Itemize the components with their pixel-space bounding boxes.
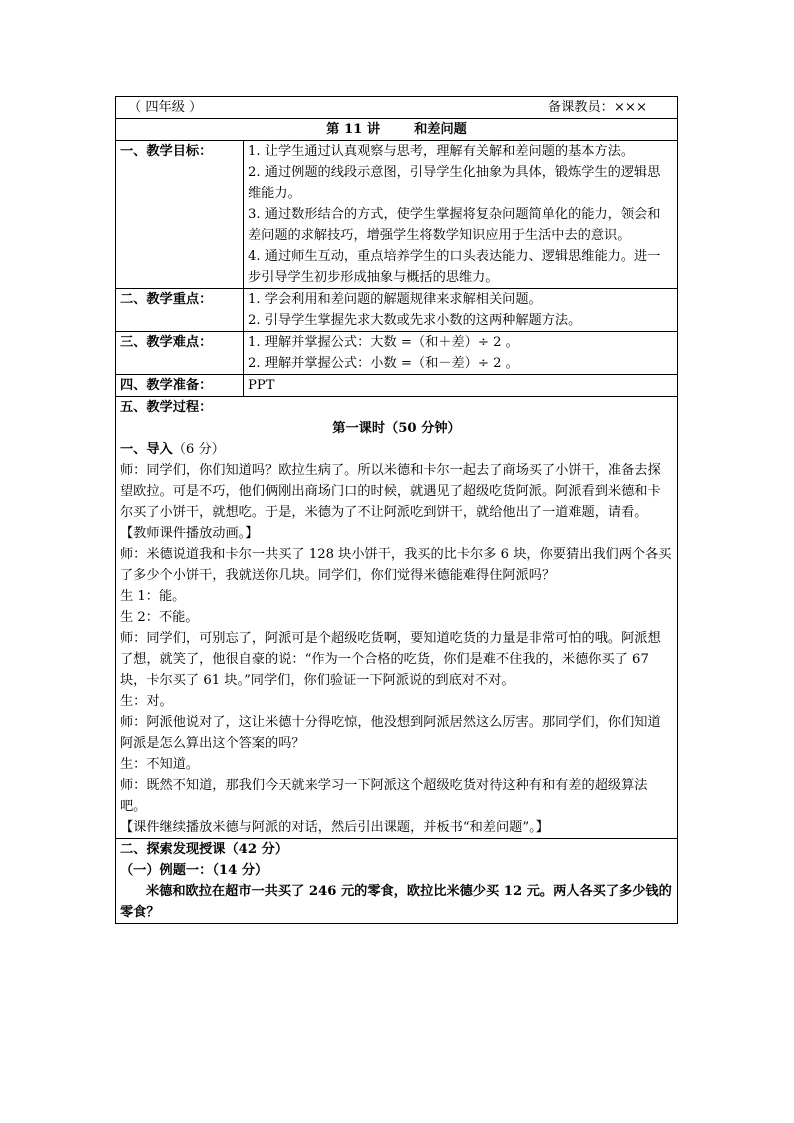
dialogue-paragraph: 【教师课件播放动画。】 [120,526,259,541]
lesson-topic: 和差问题 [414,122,467,137]
example-text: 米德和欧拉在超市一共买了 246 元的零食，欧拉比米德少买 12 元。两人各买了多少钱的零食？ [120,884,672,920]
explore-content [116,839,678,924]
dialogue-paragraph: 生：不知道。 [120,757,200,772]
process-label: 五、教学过程： [120,400,213,415]
key-points-row [116,289,678,332]
dialogue-paragraph: 师：既然不知道，那我们今天就来学习一下阿派这个超级吃货对待这种有和有差的超级算法吧。 [120,778,648,814]
dialogue-paragraph: 师：同学们，你们知道吗？欧拉生病了。所以米德和卡尔一起去了商场买了小饼干，准备去探望欧拉。可是不巧，他们俩刚出商场门口的时候，就遇见了超级吃货阿派。阿派看到米德和卡尔买了小饼干，就想吃。于是，米德为了不让阿派吃到饼干，就给他出了一道难题，请看。 [120,463,661,520]
preparation-value: PPT [244,375,678,397]
dialogue-paragraph: 师：同学们，可别忘了，阿派可是个超级吃货啊，要知道吃货的力量是非常可怕的哦。阿派想了想，就笑了，他很自豪的说：“作为一个合格的吃货，你们是难不住我的，米德你买了 67 块，卡尔买了 61 块。”同学们，你们验证一下阿派说的到底对不对。 [120,631,661,688]
objectives-row [116,141,678,289]
explore-row [116,839,678,924]
difficulty-item: 2. 理解并掌握公式：小数 =（和－差）÷ 2 。 [248,356,519,371]
key-points-label: 二、教学重点： [116,289,244,332]
dialogue-paragraph: 生 2：不能。 [120,610,199,625]
intro-heading: 一、导入 [120,442,173,457]
lesson-plan-table [115,96,678,924]
difficulty-item: 1. 理解并掌握公式：大数 =（和＋差）÷ 2 。 [248,335,519,350]
difficulties-label: 三、教学难点： [116,332,244,375]
dialogue-paragraph: 师：米德说道我和卡尔一共买了 128 块小饼干，我买的比卡尔多 6 块，你要猜出我们两个各买了多少个小饼干，我就送你几块。同学们，你们觉得米德能难得住阿派吗？ [120,547,672,583]
lesson-number: 第 11 讲 [326,122,381,137]
objectives-label: 一、教学目标： [116,141,244,289]
intro-heading-line [120,439,673,460]
period-title: 第一课时（50 分钟） [332,421,461,436]
objective-item: 1. 让学生通过认真观察与思考，理解有关解和差问题的基本方法。 [248,144,635,159]
process-row [116,397,678,839]
key-point-item: 2. 引导学生掌握先求大数或先求小数的这两种解题方法。 [248,313,582,328]
header-row [116,97,678,119]
lesson-plan-sheet [115,96,677,924]
difficulties-content [244,332,678,375]
dialogue-paragraph: 生：对。 [120,694,173,709]
intro-time: （6 分） [172,442,225,457]
example-heading: （一）例题一：（14 分） [120,863,269,878]
key-point-item: 1. 学会利用和差问题的解题规律来求解相关问题。 [248,292,542,307]
difficulties-row [116,332,678,375]
objectives-content [244,141,678,289]
dialogue-paragraph: 师：阿派他说对了，这让米德十分得吃惊，他没想到阿派居然这么厉害。那同学们，你们知道阿派是怎么算出这个答案的吗？ [120,715,661,751]
grade-label: （ 四年级 ） [128,100,203,115]
teacher-label: 备课教员：××× [547,100,648,115]
explore-heading: 二、探索发现授课（42 分） [120,842,289,857]
objective-item: 4. 通过师生互动，重点培养学生的口头表达能力、逻辑思维能力。进一步引导学生初步形成抽象与概括的思维力。 [248,249,661,285]
objective-item: 2. 通过例题的线段示意图，引导学生化抽象为具体，锻炼学生的逻辑思维能力。 [248,165,661,201]
process-content [116,397,678,839]
dialogue-paragraph: 【课件继续播放米德与阿派的对话，然后引出课题，并板书“和差问题”。】 [120,820,549,835]
preparation-row [116,375,678,397]
preparation-label: 四、教学准备： [116,375,244,397]
dialogue-paragraph: 生 1：能。 [120,589,186,604]
title-row [116,119,678,141]
objective-item: 3. 通过数形结合的方式，使学生掌握将复杂问题简单化的能力，领会和差问题的求解技巧，增强学生将数学知识应用于生活中去的意识。 [248,207,661,243]
key-points-content [244,289,678,332]
